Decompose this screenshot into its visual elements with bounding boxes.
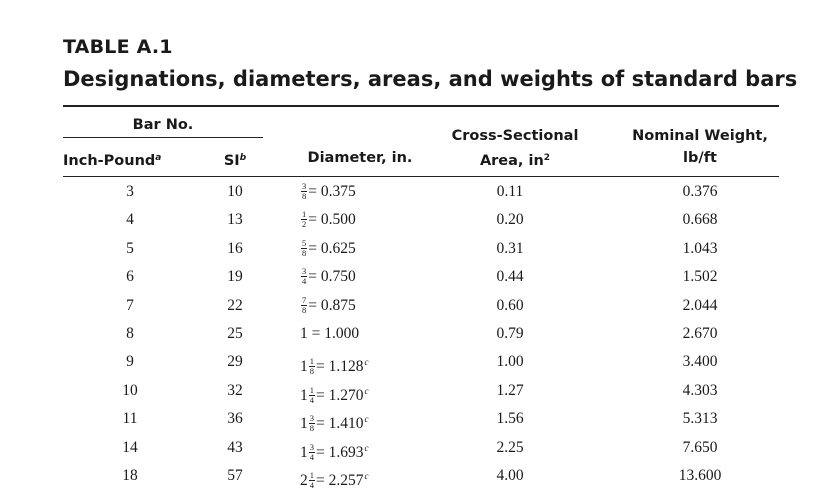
cell-area: 0.60 [496, 296, 524, 314]
cell-weight: 13.600 [678, 467, 722, 484]
table-row [0, 295, 814, 323]
cell-diameter [300, 465, 440, 492]
header-weight-line1: Nominal Weight, [632, 128, 768, 144]
footnote-c: c [364, 385, 369, 396]
footnote-c: c [364, 471, 369, 481]
cell-weight: 7.650 [682, 438, 718, 456]
cell-inch-pound: 18 [122, 467, 138, 484]
footnote-b: b [239, 153, 247, 163]
fraction-denominator: 8 [302, 190, 307, 201]
cell-area: 4.00 [496, 467, 524, 484]
cell-diameter [300, 238, 440, 260]
cell-diameter [300, 181, 440, 203]
cell-si: 29 [227, 353, 243, 371]
fraction-numerator: 1 [302, 209, 307, 220]
table-row [0, 380, 814, 408]
table-row [0, 238, 814, 266]
footnote-c: c [364, 357, 369, 368]
diameter-decimal: = 0.500 [308, 211, 356, 229]
fraction-denominator: 8 [302, 247, 307, 258]
diameter-decimal: = 1.128 [316, 358, 364, 376]
fraction-denominator: 4 [309, 479, 314, 490]
cell-area: 1.00 [496, 353, 524, 371]
bar-no-group-header [63, 114, 263, 136]
header-area [440, 125, 590, 172]
fraction-numerator: 7 [302, 294, 307, 305]
header-rule [63, 176, 779, 177]
header-area-line2: Area, in [479, 153, 544, 169]
cell-area: 0.11 [496, 183, 524, 200]
cell-inch-pound: 11 [122, 410, 138, 428]
header-weight-line2: lb/ft [683, 150, 717, 166]
cell-inch-pound: 8 [126, 325, 134, 342]
cell-diameter [300, 295, 440, 317]
diameter-decimal: = 2.257 [316, 472, 364, 489]
fraction-numerator: 3 [309, 413, 314, 424]
cell-diameter [300, 266, 440, 288]
diameter-fraction [309, 443, 315, 462]
table-title: Designations, diameters, areas, and weights of standard bars [63, 67, 798, 91]
cell-si: 10 [227, 183, 243, 200]
fraction-numerator: 3 [302, 266, 307, 277]
cell-weight: 1.043 [682, 239, 718, 257]
cell-inch-pound: 9 [126, 353, 134, 371]
cell-area: 0.79 [496, 325, 524, 342]
diameter-whole: 1 [300, 386, 308, 404]
table-row [0, 437, 814, 465]
diameter-decimal: = 0.625 [308, 239, 356, 257]
fraction-denominator: 8 [309, 423, 314, 434]
cell-weight: 4.303 [682, 381, 718, 399]
cell-diameter [300, 408, 440, 435]
diameter-fraction [309, 357, 315, 376]
group-rule [63, 137, 263, 138]
footnote-c: c [364, 414, 369, 425]
cell-area: 0.31 [496, 239, 524, 257]
table-row [0, 323, 814, 351]
cell-diameter [300, 351, 440, 378]
cell-inch-pound: 6 [126, 268, 134, 286]
fraction-denominator: 4 [302, 276, 307, 287]
diameter-decimal: = 1.000 [307, 325, 360, 342]
diameter-whole: 2 [300, 472, 308, 489]
header-si-text: SI [223, 153, 240, 169]
fraction-denominator: 8 [309, 366, 314, 377]
cell-weight: 1.502 [682, 268, 718, 286]
fraction-denominator: 2 [302, 219, 307, 230]
cell-weight: 5.313 [682, 410, 718, 428]
diameter-fraction [301, 239, 307, 258]
cell-si: 22 [227, 296, 243, 314]
diameter-decimal: = 1.410 [316, 415, 364, 433]
cell-si: 19 [227, 268, 243, 286]
header-inch-pound [63, 147, 193, 172]
diameter-fraction [301, 182, 307, 201]
bar-no-label: Bar No. [132, 117, 194, 133]
header-inch-pound-text: Inch-Pound [63, 153, 156, 169]
footnote-a: a [155, 153, 162, 163]
table-row [0, 351, 814, 379]
table-row [0, 408, 814, 436]
cell-inch-pound: 7 [126, 296, 134, 314]
diameter-whole: 1 [300, 358, 308, 376]
fraction-numerator: 1 [309, 356, 314, 367]
header-area-line1: Cross-Sectional [451, 128, 579, 144]
diameter-decimal: = 0.875 [308, 296, 356, 314]
cell-si: 13 [227, 211, 243, 229]
cell-si: 43 [227, 438, 243, 456]
cell-diameter [300, 437, 440, 464]
cell-weight: 2.670 [682, 325, 718, 342]
cell-diameter [300, 323, 440, 345]
cell-si: 25 [227, 325, 243, 342]
cell-diameter [300, 380, 440, 407]
fraction-denominator: 4 [309, 394, 314, 405]
diameter-fraction [309, 471, 315, 490]
cell-weight: 0.668 [682, 211, 718, 229]
fraction-denominator: 8 [302, 304, 307, 315]
cell-si: 32 [227, 381, 243, 399]
diameter-whole: 1 [300, 325, 308, 342]
diameter-fraction [309, 414, 315, 433]
diameter-decimal: = 1.693 [316, 443, 364, 461]
cell-weight: 2.044 [682, 296, 718, 314]
fraction-numerator: 5 [302, 237, 307, 248]
header-diameter-text: Diameter, in. [307, 150, 413, 166]
footnote-c: c [364, 442, 369, 453]
table-label: TABLE A.1 [63, 36, 173, 58]
cell-area: 1.27 [496, 381, 524, 399]
header-weight [615, 125, 785, 169]
table-row [0, 181, 814, 209]
diameter-whole: 1 [300, 415, 308, 433]
diameter-decimal: = 1.270 [316, 386, 364, 404]
diameter-fraction [301, 210, 307, 229]
header-si [210, 147, 260, 172]
fraction-numerator: 1 [309, 469, 314, 480]
table-row [0, 266, 814, 294]
cell-inch-pound: 10 [122, 381, 138, 399]
cell-inch-pound: 3 [126, 183, 134, 200]
cell-area: 1.56 [496, 410, 524, 428]
cell-inch-pound: 4 [126, 211, 134, 229]
cell-si: 57 [227, 467, 243, 484]
top-rule [63, 105, 779, 107]
diameter-fraction [301, 296, 307, 315]
cell-si: 36 [227, 410, 243, 428]
diameter-fraction [301, 267, 307, 286]
header-area-line2-wrap [440, 147, 590, 172]
cell-inch-pound: 14 [122, 438, 138, 456]
cell-area: 2.25 [496, 438, 524, 456]
diameter-decimal: = 0.750 [308, 268, 356, 286]
header-area-exp: 2 [543, 153, 551, 163]
diameter-fraction [309, 386, 315, 405]
fraction-numerator: 3 [309, 441, 314, 452]
fraction-numerator: 1 [309, 384, 314, 395]
cell-weight: 3.400 [682, 353, 718, 371]
fraction-denominator: 4 [309, 451, 314, 462]
diameter-whole: 1 [300, 443, 308, 461]
cell-weight: 0.376 [682, 183, 718, 200]
cell-area: 0.44 [496, 268, 524, 286]
header-diameter [295, 147, 425, 169]
cell-diameter [300, 209, 440, 231]
diameter-decimal: = 0.375 [308, 183, 356, 200]
cell-area: 0.20 [496, 211, 524, 229]
cell-inch-pound: 5 [126, 239, 134, 257]
fraction-numerator: 3 [302, 180, 307, 191]
cell-si: 16 [227, 239, 243, 257]
table-row [0, 465, 814, 493]
table-row [0, 209, 814, 237]
